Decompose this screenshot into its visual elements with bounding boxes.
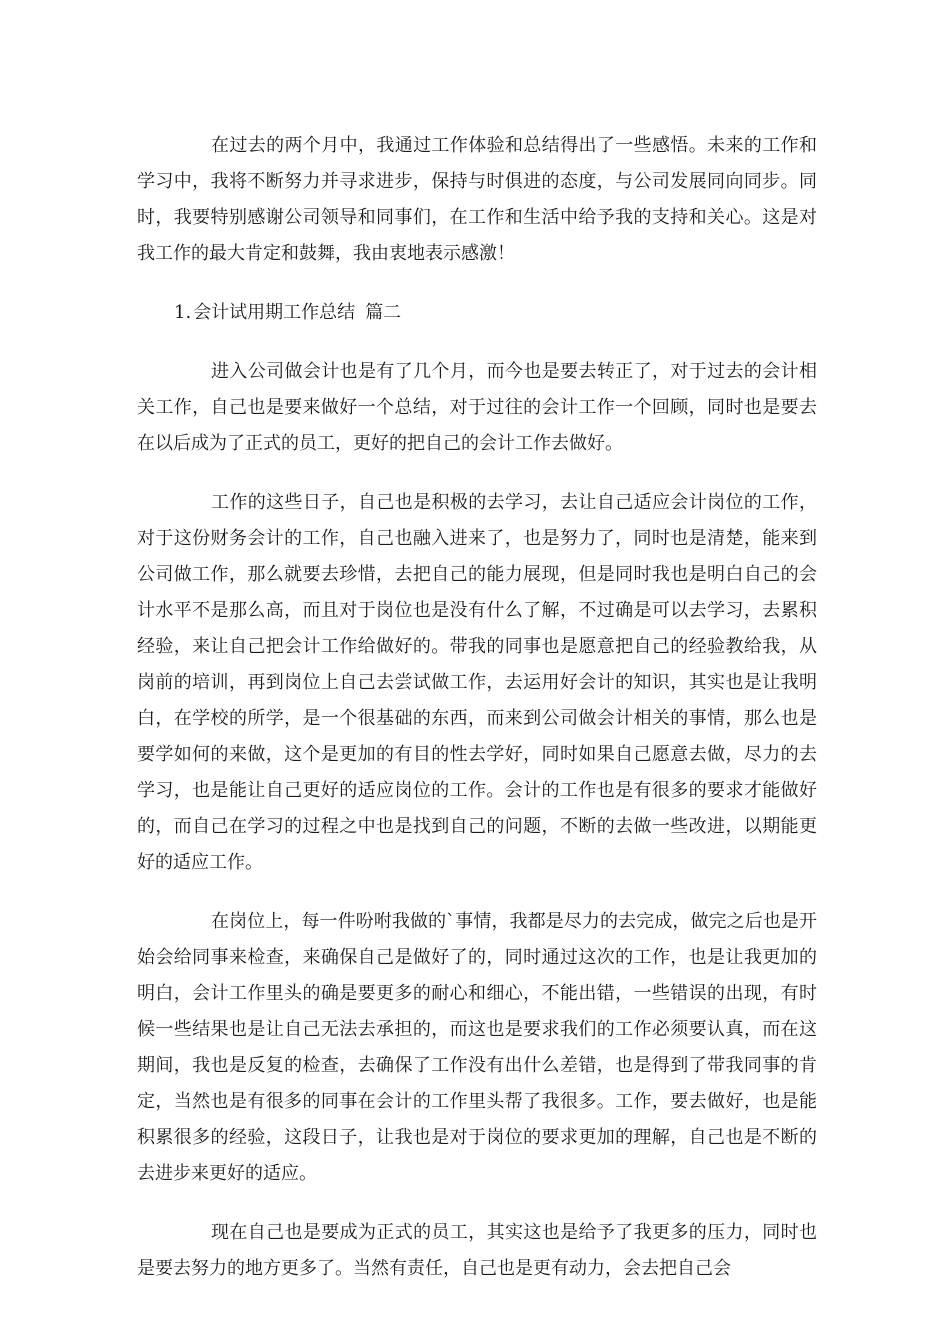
intro-paragraph: 在过去的两个月中，我通过工作体验和总结得出了一些感悟。未来的工作和学习中，我将不断努力并寻求进步，保持与时俱进的态度，与公司发展同向同步。同时，我要特别感谢公司领导和同事们，在工作和生活中给予我的支持和关心。这是对我工作的最大肯定和鼓舞，我由衷地表示感激！ [137, 135, 817, 264]
body-paragraph: 工作的这些日子，自己也是积极的去学习，去让自己适应会计岗位的工作，对于这份财务会计的工作，自己也融入进来了，也是努力了，同时也是清楚，能来到公司做工作，那么就要去珍惜，去把自己的能力展现，但是同时我也是明白自己的会计水平不是那么高，而且对于岗位也是没有什么了解，不过确是可以去学习，去累积经验，来让自己把会计工作给做好的。带我的同事也是愿意把自己的经验教给我，从岗前的培训，再到岗位上自己去尝试做工作，去运用好会计的知识，其实也是让我明白，在学校的所学，是一个很基础的东西，而来到公司做会计相关的事情，那么也是要学如何的来做，这个是更加的有目的性去学好，同时如果自己愿意去做，尽力的去学习，也是能让自己更好的适应岗位的工作。会计的工作也是有很多的要求才能做好的，而自己在学习的过程之中也是找到自己的问题，不断的去做一些改进，以期能更好的适应工作。 [137, 492, 817, 873]
section-part-label: 篇二 [365, 302, 402, 323]
body-paragraph: 进入公司做会计也是有了几个月，而今也是要去转正了，对于过去的会计相关工作，自己也是要来做好一个总结，对于过往的会计工作一个回顾，同时也是要去在以后成为了正式的员工，更好的把自己的会计工作去做好。 [137, 361, 817, 454]
section-heading [137, 295, 817, 331]
section-number: 1. [174, 302, 192, 323]
section-title: 会计试用期工作总结 [193, 302, 356, 323]
body-paragraph: 在岗位上，每一件吩咐我做的`事情，我都是尽力的去完成，做完之后也是开始会给同事来检查，来确保自己是做好了的，同时通过这次的工作，也是让我更加的明白，会计工作里头的确是要更多的耐心和细心，不能出错，一些错误的出现，有时候一些结果也是让自己无法去承担的，而这也是要求我们的工作必须要认真，而在这期间，我也是反复的检查，去确保了工作没有出什么差错，也是得到了带我同事的肯定，当然也是有很多的同事在会计的工作里头帮了我很多。工作，要去做好，也是能积累很多的经验，这段日子，让我也是对于岗位的要求更加的理解，自己也是不断的去进步来更好的适应。 [137, 911, 817, 1184]
document-body [137, 128, 817, 1310]
body-paragraph: 现在自己也是要成为正式的员工，其实这也是给予了我更多的压力，同时也是要去努力的地方更多了。当然有责任，自己也是更有动力，会去把自己会 [137, 1222, 817, 1279]
